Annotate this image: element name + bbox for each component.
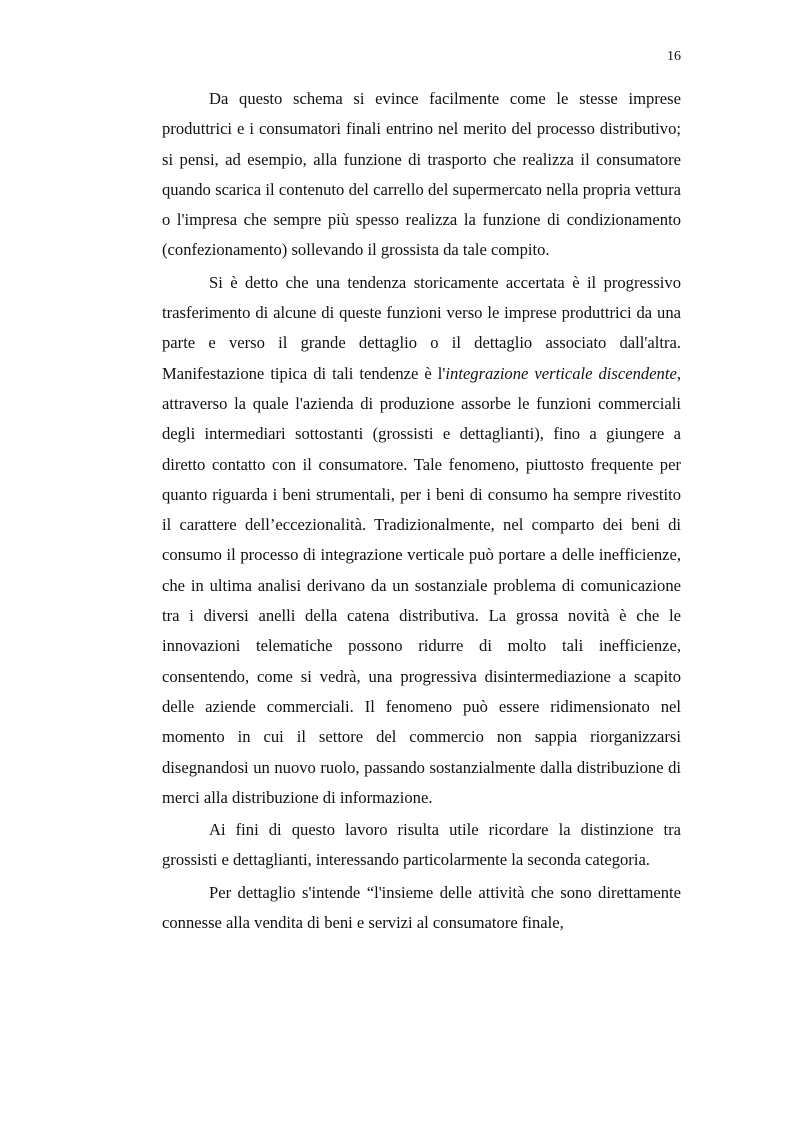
italic-term: integrazione verticale discendente: [445, 363, 677, 383]
paragraph-2-text-b: , attraverso la quale l'azienda di produzione assorbe le funzioni commerciali degli intermediari sottostanti (grossisti e dettaglianti), fino a giungere a diretto contatto con il consumatore. Tale fenomeno, piuttosto frequente per quanto riguarda i beni strumentali, per i beni di consumo ha sempre rivestito il carattere dell’eccezionalità. Tradizionalmente, nel comparto dei beni di consumo il processo di integrazione verticale può portare a delle inefficienze, che in ultima analisi derivano da un sostanziale problema di comunicazione tra i diversi anelli della catena distributiva. La grossa novità è che le innovazioni telematiche possono ridurre di molto tali inefficienze, consentendo, come si vedrà, una progressiva disintermediazione a scapito delle aziende commerciali. Il fenomeno può essere ridimensionato nel momento in cui il settore del commercio non sappia riorganizzarsi disegnandosi un nuovo ruolo, passando sostanzialmente dalla distribuzione di merci alla distribuzione di informazione.: [162, 363, 681, 807]
paragraph-2-text-a: Si è detto che una tendenza storicamente accertata è il progressivo trasferimento di alcune di queste funzioni verso le imprese produttrici da una parte e verso il grande dettaglio o il dettaglio associato dall'altra. Manifestazione tipica di tali tendenze è l': [162, 272, 681, 383]
paragraph-3: [162, 815, 681, 876]
paragraph-1-text: Da questo schema si evince facilmente come le stesse imprese produttrici e i consumatori finali entrino nel merito del processo distributivo; si pensi, ad esempio, alla funzione di trasporto che realizza il consumatore quando scarica il contenuto del carrello del supermercato nella propria vettura o l'impresa che sempre più spesso realizza la funzione di condizionamento (confezionamento) sollevando il grossista da tale compito.: [162, 89, 681, 260]
paragraph-2: [162, 268, 681, 813]
page-number: 16: [667, 49, 681, 64]
paragraph-4-text: Per dettaglio s'intende “l'insieme delle attività che sono direttamente connesse alla vendita di beni e servizi al consumatore finale,: [162, 882, 681, 933]
paragraph-1: [162, 84, 681, 266]
paragraph-4: [162, 878, 681, 939]
body-text: [162, 84, 681, 940]
paragraph-3-text: Ai fini di questo lavoro risulta utile ricordare la distinzione tra grossisti e dettaglianti, interessando particolarmente la seconda categoria.: [162, 820, 681, 870]
